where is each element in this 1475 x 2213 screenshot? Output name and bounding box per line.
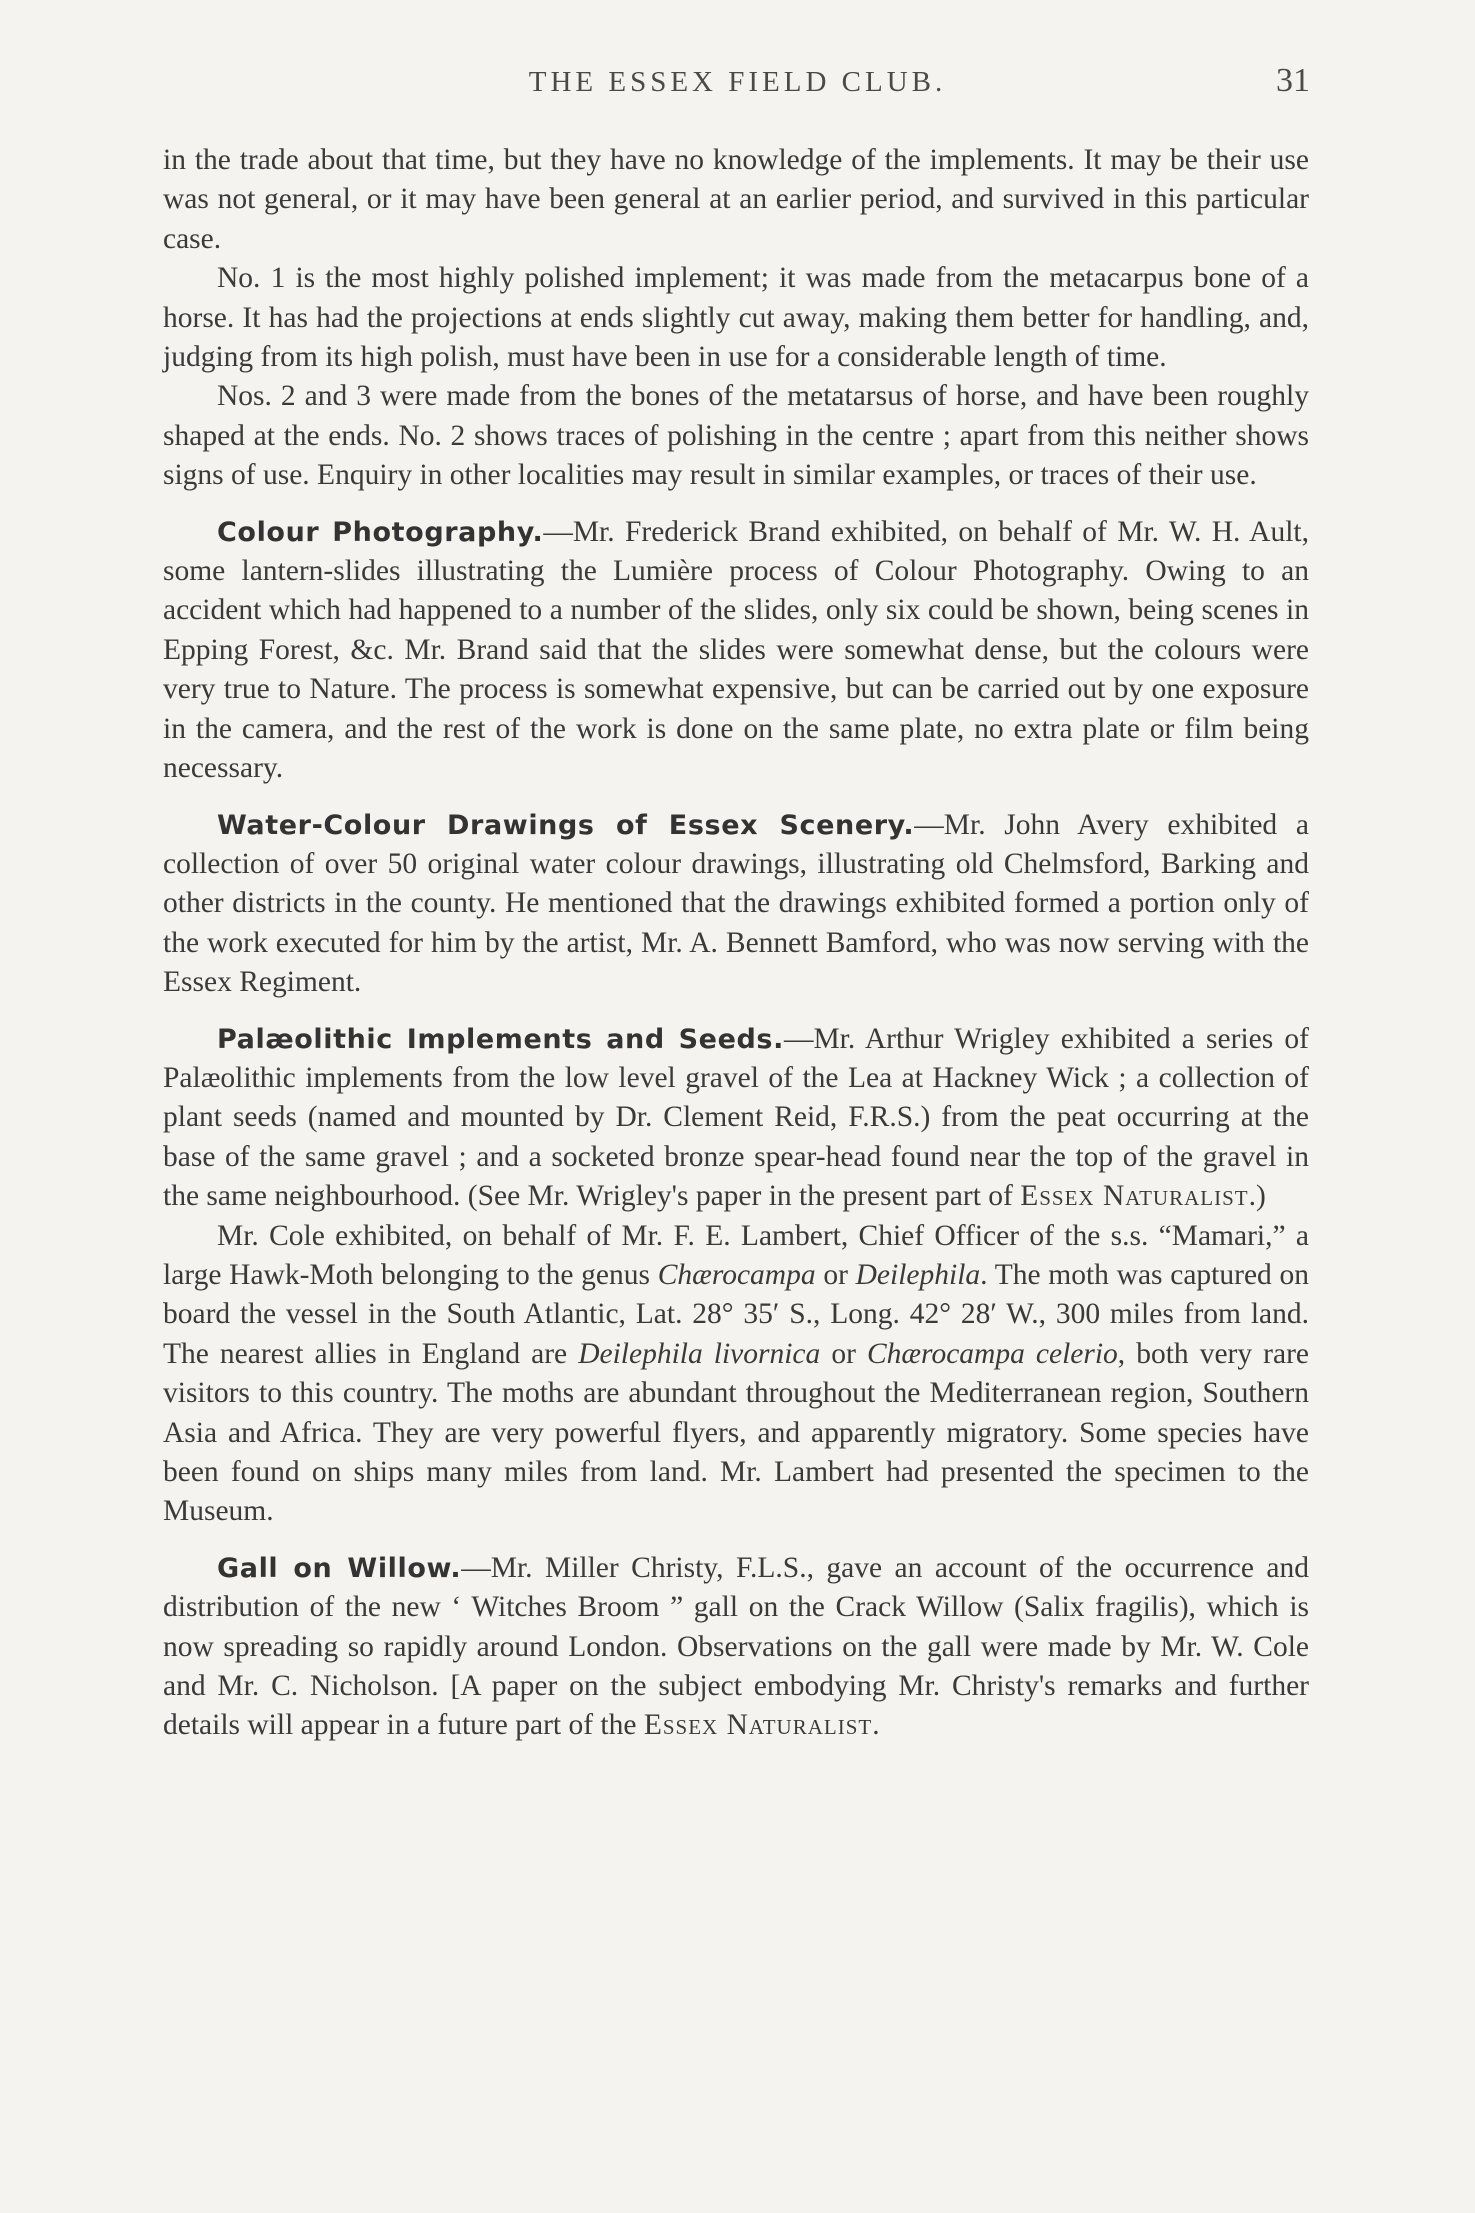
body-text bbox=[163, 141, 1309, 1746]
section-colour-photography bbox=[163, 513, 1309, 789]
paragraph-no1: No. 1 is the most highly polished implement; it was made from the metacarpus bone of a horse. It has had the projections at ends slightly cut away, making them better for handling, and, judging from its high polish, must have been in use for a considerable length of time. bbox=[163, 262, 1309, 374]
hawk-moth-text-c: , both very rare visitors to this country. The moths are abundant throughout the Mediterranean region, Southern Asia and Africa. They are very powerful flyers, and apparently migratory. Some species have been found on ships many miles from land. Mr. Lambert had presented the specimen to the Museum. bbox=[163, 1337, 1310, 1528]
or-2: or bbox=[820, 1337, 867, 1370]
palaeolithic-end: .) bbox=[1248, 1180, 1266, 1213]
paragraph-hawk-moth bbox=[163, 1217, 1309, 1532]
genus-chaerocampa: Chærocampa bbox=[657, 1258, 816, 1291]
section-water-colour bbox=[163, 806, 1309, 1003]
running-title: THE ESSEX FIELD CLUB. bbox=[528, 66, 947, 98]
palaeolithic-text: —Mr. Arthur Wrigley exhibited a series of Palæolithic implements from the low level gravel of the Lea at Hackney Wick ; a collection of plant seeds (named and mounted by Dr. Clement Reid, F.R.S.) from the peat occurring at the base of the same gravel ; and a socketed bronze spear-head found near the top of the gravel in the same neighbourhood. (See Mr. Wrigley's paper in the present part of bbox=[163, 1022, 1309, 1213]
water-colour-text: —Mr. John Avery exhibited a collection of over 50 original water colour drawings, illustrating old Chelmsford, Barking and other districts in the county. He mentioned that the drawings exhibited formed a portion only of the work executed for him by the artist, Mr. A. Bennett Bamford, who was now serving with the Essex Regiment. bbox=[163, 808, 1309, 999]
genus-deilephila: Deilephila bbox=[855, 1258, 981, 1291]
hawk-moth-text-a: Mr. Cole exhibited, on behalf of Mr. F. E. Lambert, Chief Officer of the s.s. “Mamari,” a large Hawk-Moth belonging to the genus bbox=[163, 1219, 1309, 1291]
colour-photography-text: —Mr. Frederick Brand exhibited, on behalf of Mr. W. H. Ault, some lantern-slides illustrating the Lumière process of Colour Photography. Owing to an accident which had happened to a number of the slides, only six could be shown, being scenes in Epping Forest, &c. Mr. Brand said that the slides were somewhat dense, but the colours were very true to Nature. The process is somewhat expensive, but can be carried out by one exposure in the camera, and the rest of the work is done on the same plate, no extra plate or film being necessary. bbox=[163, 515, 1309, 785]
gall-text: —Mr. Miller Christy, F.L.S., gave an account of the occurrence and distribution of the new ‘ Witches Broom ” gall on the Crack Willow (Salix fragilis), which is now spreading so rapidly around London. Observations on the gall were made by Mr. W. Cole and Mr. C. Nicholson. [A paper on the subject embodying Mr. Christy's remarks and further details will appear in a future part of the bbox=[163, 1551, 1310, 1742]
hawk-moth-text-b: . The moth was captured on board the vessel in the South Atlantic, Lat. 28° 35′ S., Long. 42° 28′ W., 300 miles from land. The nearest allies in England are bbox=[163, 1258, 1310, 1370]
section-palaeolithic bbox=[163, 1020, 1309, 1217]
heading-palaeolithic: Palæolithic Implements and Seeds. bbox=[217, 1023, 784, 1055]
page-number: 31 bbox=[1276, 62, 1310, 99]
or-1: or bbox=[815, 1258, 856, 1291]
heading-colour-photography: Colour Photography. bbox=[217, 516, 544, 548]
species-livornica: Deilephila livornica bbox=[578, 1337, 821, 1370]
journal-name-2: Essex Naturalist bbox=[643, 1709, 873, 1742]
heading-water-colour: Water-Colour Drawings of Essex Scenery. bbox=[217, 809, 915, 841]
species-celerio: Chærocampa celerio bbox=[866, 1337, 1118, 1370]
paragraph-continued: in the trade about that time, but they have no knowledge of the implements. It may be their use was not general, or it may have been general at an earlier period, and survived in this particular case. bbox=[163, 144, 1309, 255]
section-gall-on-willow bbox=[163, 1549, 1309, 1746]
journal-name: Essex Naturalist bbox=[1020, 1180, 1249, 1213]
paragraph-nos2-3: Nos. 2 and 3 were made from the bones of the metatarsus of horse, and have been roughly shaped at the ends. No. 2 shows traces of polishing in the centre ; apart from this neither shows signs of use. Enquiry in other localities may result in similar examples, or traces of their use. bbox=[163, 380, 1309, 492]
heading-gall-on-willow: Gall on Willow. bbox=[217, 1552, 462, 1584]
gall-end: . bbox=[872, 1709, 880, 1742]
